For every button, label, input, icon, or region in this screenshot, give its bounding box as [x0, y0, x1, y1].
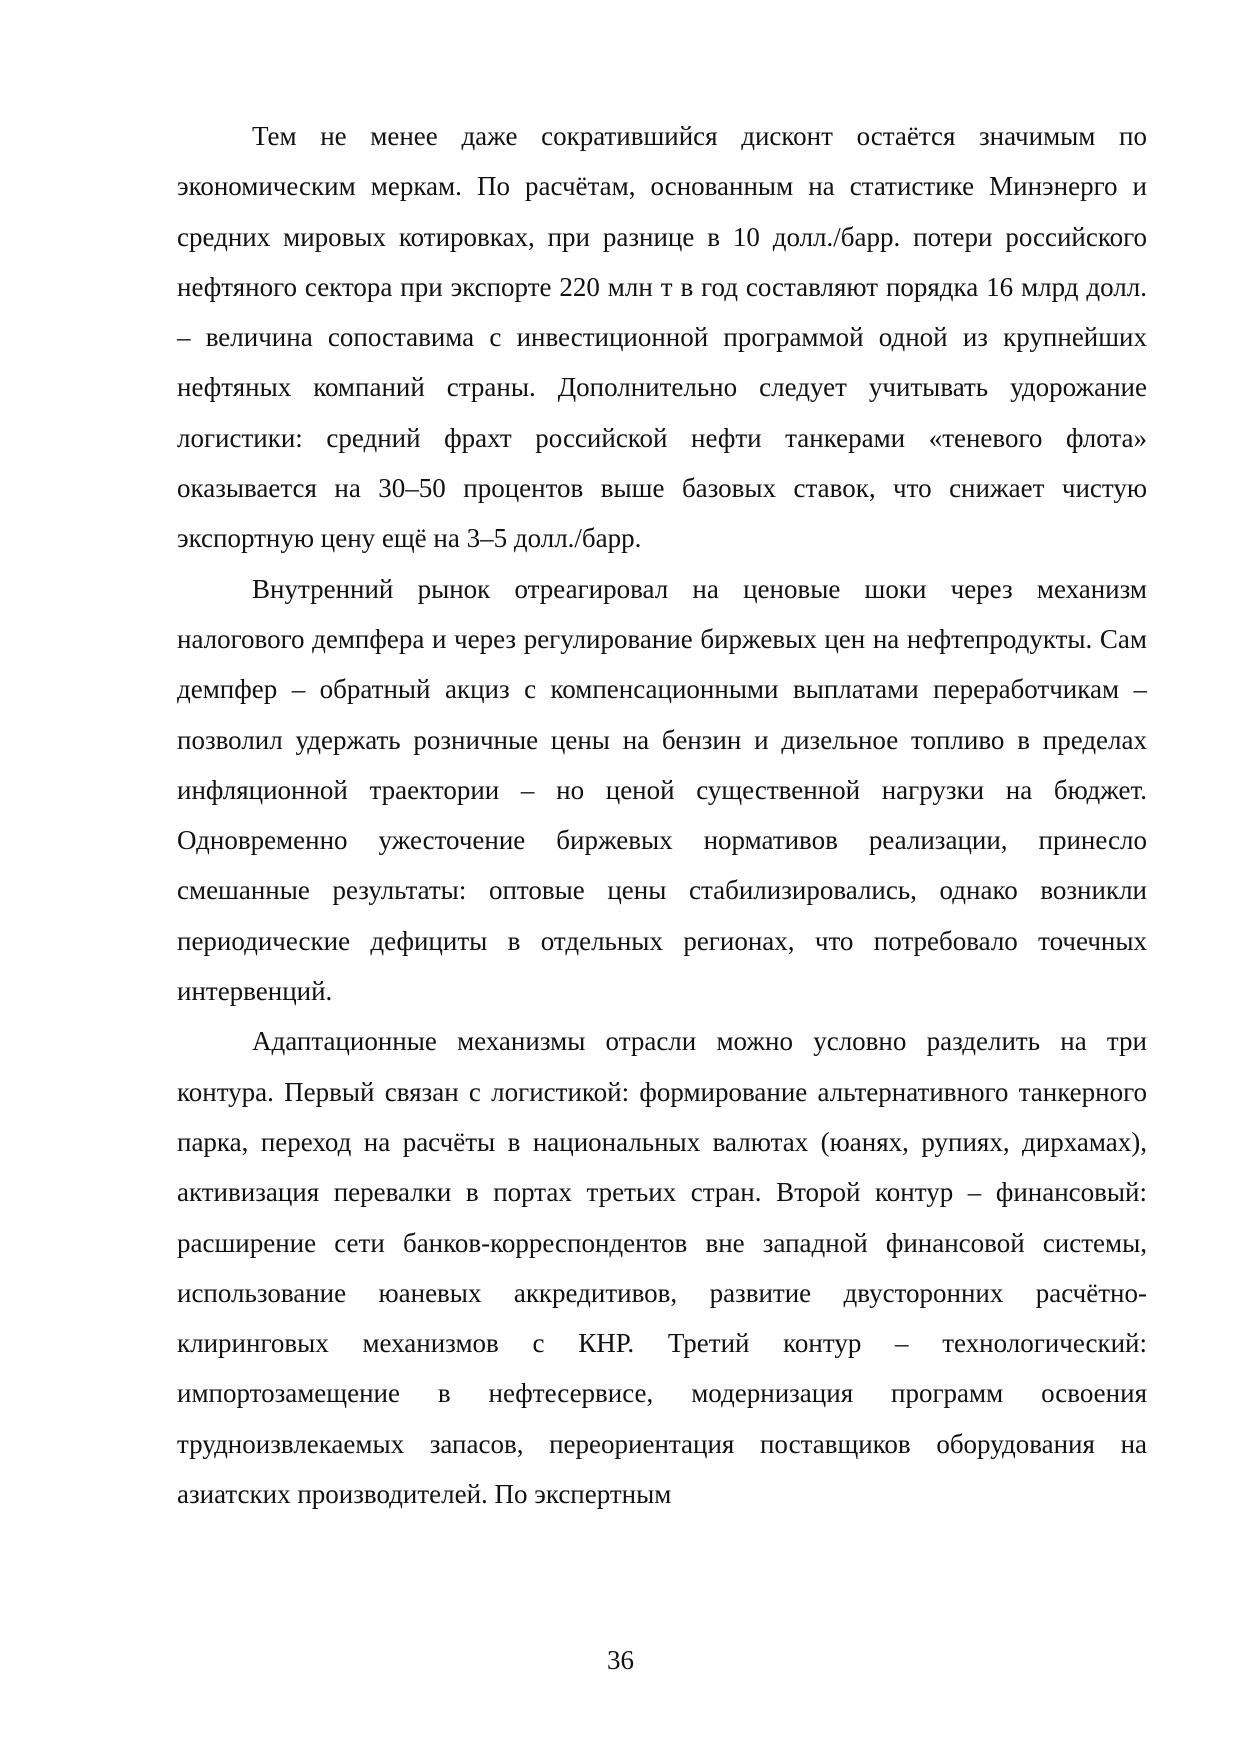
page-number: 36: [607, 1645, 634, 1675]
paragraph-domestic-market: Внутренний рынок отреагировал на ценовые шоки через механизм налогового демпфера и через регулирование биржевых цен на нефтепродукты. Сам демпфер – обратный акциз с компенсационными выплатами переработчикам – позволил удержать розничные цены на бензин и дизельное топливо в пределах инфляционной траектории – но ценой существенной нагрузки на бюджет. Одновременно ужесточение биржевых нормативов реализации, принесло смешанные результаты: оптовые цены стабилизировались, однако возникли периодические дефициты в отдельных регионах, что потребовало точечных интервенций.: [177, 573, 1147, 1007]
paragraph-adaptation: Адаптационные механизмы отрасли можно условно разделить на три контура. Первый связан с логистикой: формирование альтернативного танкерного парка, переход на расчёты в национальных валютах (юанях, рупиях, дирхамах), активизация перевалки в портах третьих стран. Второй контур – финансовый: расширение сети банков-корреспондентов вне западной финансовой системы, использование юаневых аккредитивов, развитие двусторонних расчётно-клиринговых механизмов с КНР. Третий контур – технологический: импортозамещение в нефтесервисе, модернизация программ освоения трудноизвлекаемых запасов, переориентация поставщиков оборудования на азиатских производителей. По экспертным: [177, 1026, 1147, 1510]
body-text: [177, 111, 1147, 1519]
paragraph-discount: Тем не менее даже сократившийся дисконт остаётся значимым по экономическим меркам. По расчётам, основанным на статистике Минэнерго и средних мировых котировках, при разнице в 10 долл./барр. потери российского нефтяного сектора при экспорте 220 млн т в год составляют порядка 16 млрд долл. – величина сопоставима с инвестиционной программой одной из крупнейших нефтяных компаний страны. Дополнительно следует учитывать удорожание логистики: средний фрахт российской нефти танкерами «теневого флота» оказывается на 30–50 процентов выше базовых ставок, что снижает чистую экспортную цену ещё на 3–5 долл./барр.: [177, 121, 1147, 554]
